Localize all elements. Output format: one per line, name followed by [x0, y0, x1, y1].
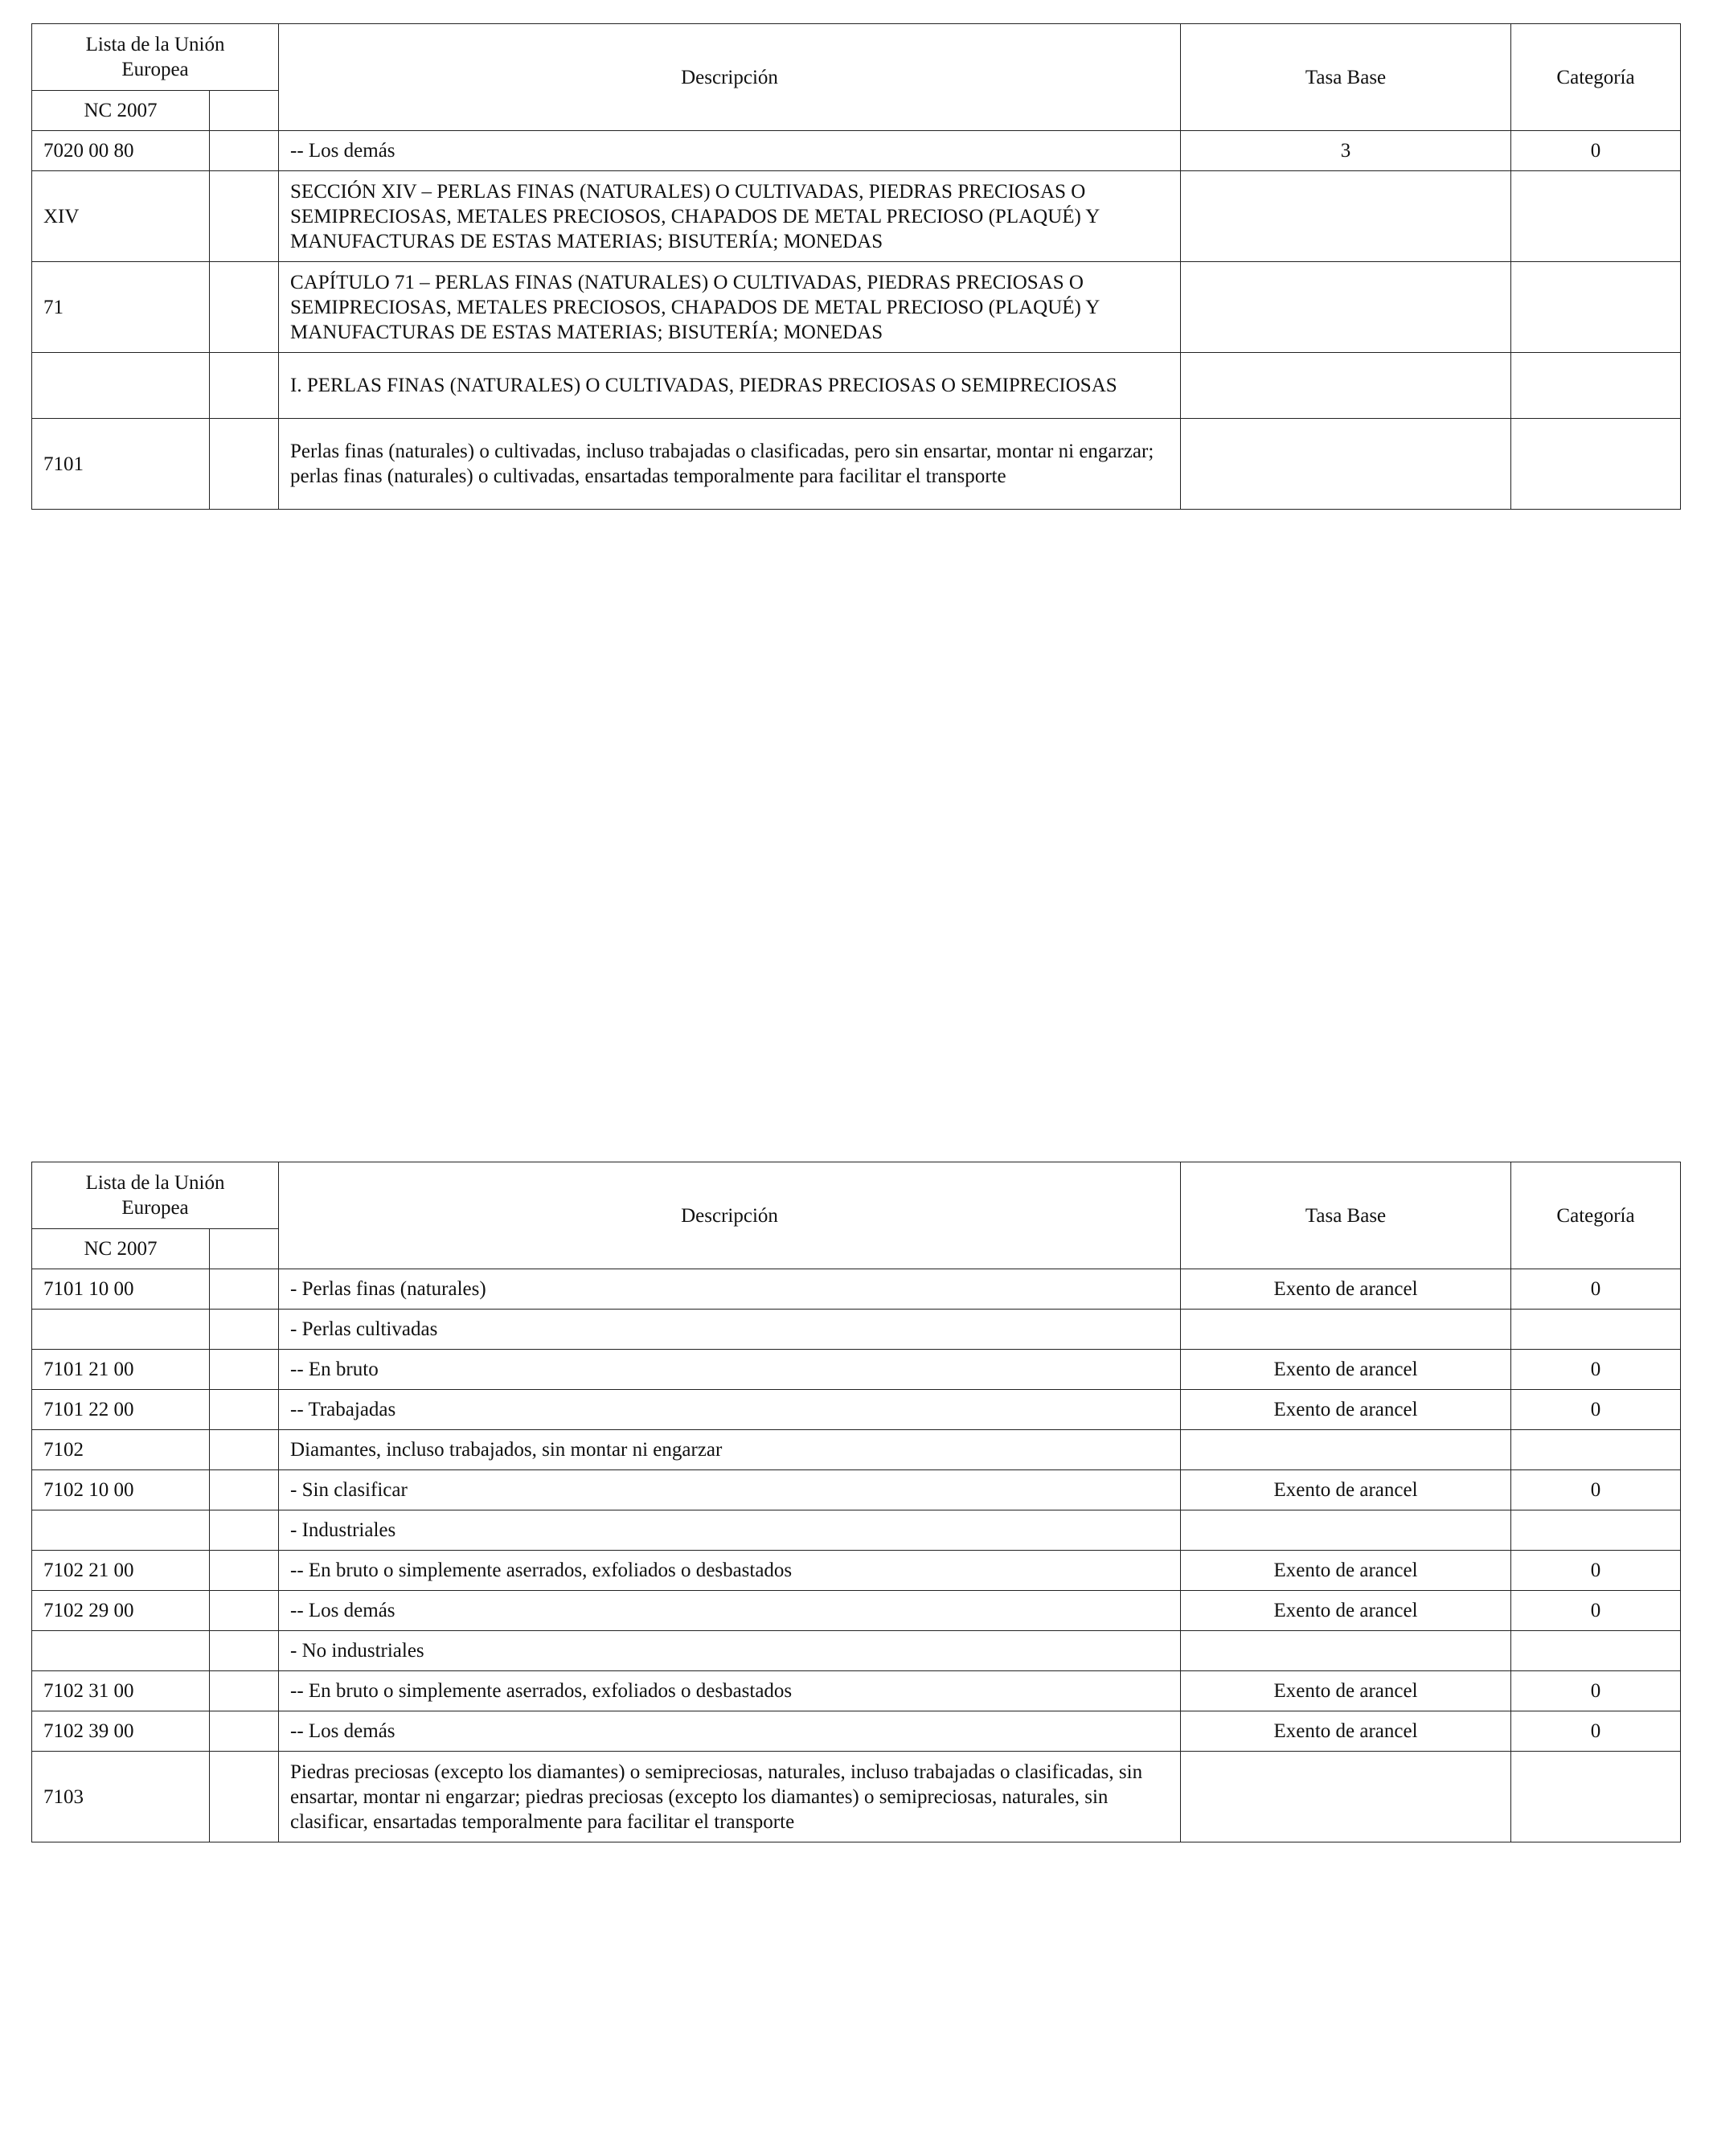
nc-code-cell — [32, 1631, 210, 1671]
blank-cell — [210, 262, 279, 353]
blank-cell — [210, 1510, 279, 1551]
nc-2007-header: NC 2007 — [32, 1229, 210, 1269]
table-row — [32, 1269, 1681, 1310]
description-cell: -- Los demás — [279, 1591, 1181, 1631]
description-cell: -- En bruto o simplemente aserrados, exfoliados o desbastados — [279, 1671, 1181, 1711]
description-cell: - Industriales — [279, 1510, 1181, 1551]
table-row — [32, 419, 1681, 510]
blank-cell — [210, 1631, 279, 1671]
blank-cell — [210, 1470, 279, 1510]
category-cell — [1511, 1510, 1681, 1551]
table-row — [32, 1631, 1681, 1671]
nc-code-cell: 71 — [32, 262, 210, 353]
description-cell: SECCIÓN XIV – PERLAS FINAS (NATURALES) O CULTIVADAS, PIEDRAS PRECIOSAS O SEMIPRECIOSAS, METALES PRECIOSOS, CHAPADOS DE METAL PRECIOSO (PLAQUÉ) Y MANUFACTURAS DE ESTAS MATERIAS; BISUTERÍA; MONEDAS — [279, 171, 1181, 262]
category-cell — [1511, 353, 1681, 419]
blank-header-cell — [210, 1229, 279, 1269]
description-cell: I. PERLAS FINAS (NATURALES) O CULTIVADAS, PIEDRAS PRECIOSAS O SEMIPRECIOSAS — [279, 353, 1181, 419]
table-row — [32, 1310, 1681, 1350]
base-rate-header: Tasa Base — [1181, 24, 1511, 131]
base-rate-cell — [1181, 419, 1511, 510]
table-row — [32, 171, 1681, 262]
blank-cell — [210, 1711, 279, 1752]
table-row — [32, 1591, 1681, 1631]
nc-code-cell: 7102 31 00 — [32, 1671, 210, 1711]
base-rate-cell: Exento de arancel — [1181, 1390, 1511, 1430]
description-cell: -- Los demás — [279, 1711, 1181, 1752]
nc-code-cell: 7102 21 00 — [32, 1551, 210, 1591]
base-rate-cell — [1181, 1752, 1511, 1842]
description-header: Descripción — [279, 1162, 1181, 1269]
eu-list-header — [32, 1162, 279, 1229]
nc-code-cell: 7101 — [32, 419, 210, 510]
eu-list-header-line2: Europea — [121, 59, 189, 80]
nc-code-cell: 7103 — [32, 1752, 210, 1842]
nc-code-cell — [32, 1310, 210, 1350]
table-row — [32, 353, 1681, 419]
description-cell: -- Los demás — [279, 131, 1181, 171]
nc-code-cell: 7020 00 80 — [32, 131, 210, 171]
description-cell: - Sin clasificar — [279, 1470, 1181, 1510]
eu-list-header-line2: Europea — [121, 1197, 189, 1219]
base-rate-cell — [1181, 1430, 1511, 1470]
blank-cell — [210, 1310, 279, 1350]
blank-cell — [210, 353, 279, 419]
nc-code-cell: 7102 29 00 — [32, 1591, 210, 1631]
category-cell: 0 — [1511, 1350, 1681, 1390]
nc-code-cell: XIV — [32, 171, 210, 262]
category-cell: 0 — [1511, 1269, 1681, 1310]
table-row — [32, 1470, 1681, 1510]
table-row — [32, 1711, 1681, 1752]
base-rate-cell — [1181, 353, 1511, 419]
blank-cell — [210, 1591, 279, 1631]
category-cell: 0 — [1511, 1551, 1681, 1591]
blank-header-cell — [210, 91, 279, 131]
table-row — [32, 1390, 1681, 1430]
base-rate-cell — [1181, 1510, 1511, 1551]
nc-code-cell — [32, 353, 210, 419]
table-header-row — [32, 24, 1681, 91]
category-cell — [1511, 1752, 1681, 1842]
base-rate-cell: Exento de arancel — [1181, 1269, 1511, 1310]
blank-cell — [210, 1752, 279, 1842]
description-cell: - Perlas cultivadas — [279, 1310, 1181, 1350]
description-cell: -- En bruto — [279, 1350, 1181, 1390]
blank-cell — [210, 131, 279, 171]
description-cell: - Perlas finas (naturales) — [279, 1269, 1181, 1310]
table-row — [32, 1671, 1681, 1711]
category-cell — [1511, 171, 1681, 262]
table-row — [32, 1752, 1681, 1842]
category-cell — [1511, 419, 1681, 510]
tariff-table — [31, 23, 1681, 510]
description-cell: Piedras preciosas (excepto los diamantes) o semipreciosas, naturales, incluso trabajadas o clasificadas, sin ensartar, montar ni engarzar; piedras preciosas (excepto los diamantes) o semipreciosas, naturales, sin clasificar, ensartadas temporalmente para facilitar el transporte — [279, 1752, 1181, 1842]
category-cell — [1511, 1430, 1681, 1470]
nc-code-cell — [32, 1510, 210, 1551]
category-cell: 0 — [1511, 1711, 1681, 1752]
table-row — [32, 1510, 1681, 1551]
base-rate-cell: Exento de arancel — [1181, 1551, 1511, 1591]
description-cell: - No industriales — [279, 1631, 1181, 1671]
category-cell: 0 — [1511, 1390, 1681, 1430]
blank-cell — [210, 1390, 279, 1430]
category-cell: 0 — [1511, 1591, 1681, 1631]
nc-code-cell: 7102 39 00 — [32, 1711, 210, 1752]
blank-cell — [210, 171, 279, 262]
nc-2007-header: NC 2007 — [32, 91, 210, 131]
base-rate-cell: Exento de arancel — [1181, 1470, 1511, 1510]
base-rate-cell: 3 — [1181, 131, 1511, 171]
nc-code-cell: 7101 10 00 — [32, 1269, 210, 1310]
blank-cell — [210, 419, 279, 510]
base-rate-header: Tasa Base — [1181, 1162, 1511, 1269]
table-row — [32, 262, 1681, 353]
description-cell: Perlas finas (naturales) o cultivadas, incluso trabajadas o clasificadas, pero sin ensartar, montar ni engarzar; perlas finas (naturales) o cultivadas, ensartadas temporalmente para facilitar el transporte — [279, 419, 1181, 510]
base-rate-cell — [1181, 262, 1511, 353]
description-cell: -- Trabajadas — [279, 1390, 1181, 1430]
eu-list-header-line1: Lista de la Unión — [85, 34, 225, 55]
category-cell: 0 — [1511, 1470, 1681, 1510]
tariff-table — [31, 1162, 1681, 1842]
category-cell — [1511, 1310, 1681, 1350]
base-rate-cell — [1181, 171, 1511, 262]
nc-code-cell: 7101 21 00 — [32, 1350, 210, 1390]
nc-code-cell: 7102 10 00 — [32, 1470, 210, 1510]
description-cell: -- En bruto o simplemente aserrados, exfoliados o desbastados — [279, 1551, 1181, 1591]
base-rate-cell: Exento de arancel — [1181, 1671, 1511, 1711]
eu-list-header-line1: Lista de la Unión — [85, 1172, 225, 1194]
description-cell: Diamantes, incluso trabajados, sin montar ni engarzar — [279, 1430, 1181, 1470]
base-rate-cell: Exento de arancel — [1181, 1711, 1511, 1752]
table-row — [32, 1350, 1681, 1390]
blank-cell — [210, 1269, 279, 1310]
table-row — [32, 1430, 1681, 1470]
base-rate-cell — [1181, 1310, 1511, 1350]
base-rate-cell: Exento de arancel — [1181, 1591, 1511, 1631]
blank-cell — [210, 1350, 279, 1390]
table-row — [32, 1551, 1681, 1591]
blank-cell — [210, 1551, 279, 1591]
table-header-row — [32, 1162, 1681, 1229]
base-rate-cell — [1181, 1631, 1511, 1671]
table-row — [32, 131, 1681, 171]
eu-list-header — [32, 24, 279, 91]
category-cell — [1511, 262, 1681, 353]
nc-code-cell: 7101 22 00 — [32, 1390, 210, 1430]
base-rate-cell: Exento de arancel — [1181, 1350, 1511, 1390]
blank-cell — [210, 1430, 279, 1470]
category-header: Categoría — [1511, 24, 1681, 131]
blank-cell — [210, 1671, 279, 1711]
category-header: Categoría — [1511, 1162, 1681, 1269]
nc-code-cell: 7102 — [32, 1430, 210, 1470]
category-cell — [1511, 1631, 1681, 1671]
description-cell: CAPÍTULO 71 – PERLAS FINAS (NATURALES) O CULTIVADAS, PIEDRAS PRECIOSAS O SEMIPRECIOSAS, METALES PRECIOSOS, CHAPADOS DE METAL PRECIOSO (PLAQUÉ) Y MANUFACTURAS DE ESTAS MATERIAS; BISUTERÍA; MONEDAS — [279, 262, 1181, 353]
category-cell: 0 — [1511, 131, 1681, 171]
description-header: Descripción — [279, 24, 1181, 131]
category-cell: 0 — [1511, 1671, 1681, 1711]
